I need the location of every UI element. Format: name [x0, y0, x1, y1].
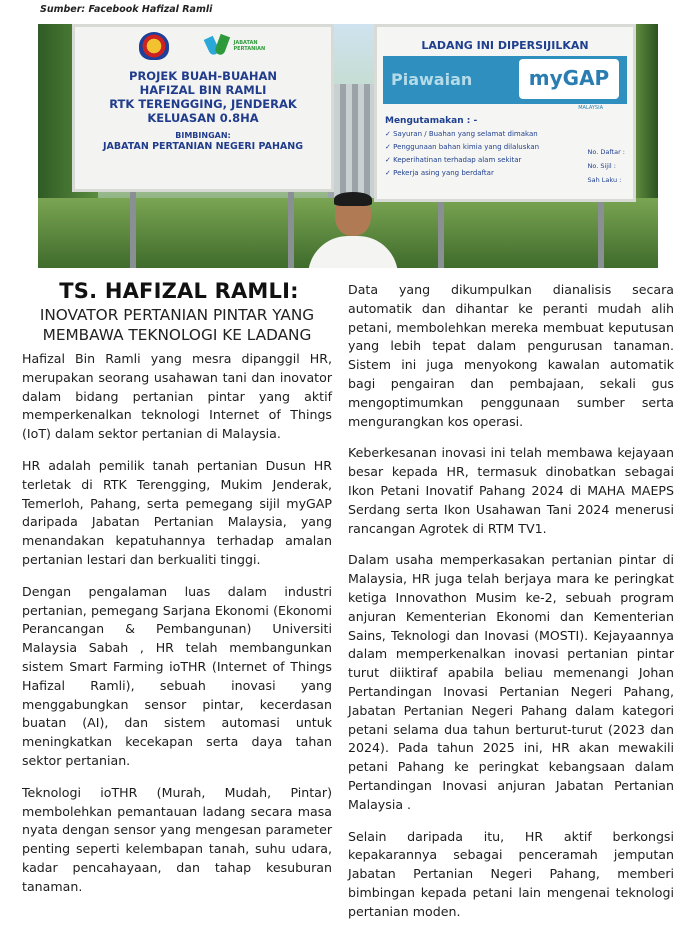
mygap-signboard [374, 24, 636, 202]
person-torso [308, 236, 398, 268]
mygap-sub: MALAYSIA [578, 105, 603, 111]
paragraph: Hafizal Bin Ramli yang mesra dipanggil HR, merupakan seorang usahawan tani dan inovator dalam bidang pertanian pintar yang aktif memperkenalkan teknologi Internet of Things (IoT) dalam sektor pertanian di Malaysia. [22, 351, 332, 442]
doa-logo-text: JABATAN PERTANIAN [233, 40, 266, 52]
malaysia-crest-icon [139, 32, 169, 60]
paragraph: Selain daripada itu, HR aktif berkongsi kepakarannya sebagai penceramah jemputan Jabatan Pertanian Negeri Pahang, memberi bimbingan kepada petani lain mengenai teknologi pertanian moden. [348, 828, 674, 919]
piawaian-text: Piawaian [391, 70, 473, 89]
certificate-fields [588, 145, 625, 187]
mygap-brand: myGAP [528, 66, 610, 90]
project-signboard [72, 24, 334, 192]
priority-item: ✓ Penggunaan bahan kimia yang dilaluskan [385, 143, 540, 151]
certified-header: LADANG INI DIPERSIJILKAN [421, 39, 589, 52]
headline-subtitle [14, 305, 340, 345]
paragraph: HR adalah pemilik tanah pertanian Dusun HR terletak di RTK Terengging, Mukim Jenderak, Temerloh, Pahang, serta pemegang sijil myGAP daripada Jabatan Pertanian Malaysia, yang menandakan kepatuhannya terhadap amalan pertanian lestari dan berkualiti tinggi. [22, 457, 332, 567]
paragraph: Dalam usaha memperkasakan pertanian pintar di Malaysia, HR juga telah berjaya mara ke peringkat ketiga Innovathon Musim ke-2, sebuah program anjuran Kementerian Ekonomi dan Kementerian Sains, Teknologi dan Inovasi (MOSTI). Kejayaannya dalam memperkenalkan inovasi pertanian pintar turut diiktiraf apabila beliau memenangi Johan Pertandingan Inovasi Pertanian Negeri Pahang, Jabatan Pertanian Negeri Pahang dalam kategori petani selama dua tahun berturut-turut (2023 dan 2024). Pada tahun 2025 ini, HR akan mewakili petani Pahang ke peringkat kebangsaan dalam Pertandingan Inovasi anjuran Jabatan Pertanian Malaysia . [348, 552, 674, 812]
signboard-pole [598, 194, 604, 268]
doa-logo [205, 33, 268, 59]
mygap-band [383, 56, 627, 104]
field-no-sijil: No. Sijil : [587, 162, 616, 170]
source-credit: Sumber: Facebook Hafizal Ramli [40, 4, 213, 15]
priority-item: ✓ Sayuran / Buahan yang selamat dimakan [385, 130, 538, 138]
field-sah-laku: Sah Laku : [587, 176, 622, 184]
paragraph: Data yang dikumpulkan dianalisis secara automatik dan dihantar ke peranti mudah alih petani, membolehkan mereka membuat keputusan yang lebih tepat dalam pengurusan tanaman. Sistem ini juga menyokong kawalan automatik bagi pengairan dan pembajaan, sekali gus mengoptimumkan penggunaan sumber serta mengurangkan kos operasi. [348, 282, 674, 429]
paragraph: Keberkesanan inovasi ini telah membawa kejayaan besar kepada HR, termasuk dinobatkan sebagai Ikon Petani Inovatif Pahang 2024 di MAHA MAEPS Serdang serta Ikon Usahawan Tani 2024 menerusi rancangan Agrotek di RTM TV1. [348, 445, 674, 536]
field-no-daftar: No. Daftar : [587, 148, 625, 156]
project-line-3: RTK TERENGGING, JENDERAK [109, 97, 297, 111]
headline-subtitle-line-1: INOVATOR PERTANIAN PINTAR YANG [39, 306, 315, 324]
bimbingan-value: JABATAN PERTANIAN NEGERI PAHANG [102, 141, 303, 152]
paragraph: Teknologi ioTHR (Murah, Mudah, Pintar) membolehkan pemantauan ladang secara masa nyata dengan sensor yang mengesan parameter penting seperti kelembapan tanah, suhu udara, kadar pencahayaan, dan tahap kesuburan tanaman. [22, 784, 332, 894]
signboard-pole [288, 184, 294, 268]
headline-name: TS. HAFIZAL RAMLI: [59, 279, 299, 303]
left-column [22, 350, 332, 910]
signboard-pole [438, 194, 444, 268]
project-line-2: HAFIZAL BIN RAMLI [139, 83, 267, 97]
bimbingan-label: BIMBINGAN: [175, 131, 231, 140]
person-hafizal [308, 192, 398, 268]
jabatan-pertanian-logo-icon [205, 33, 231, 59]
priority-item: ✓ Keperihatinan terhadap alam sekitar [385, 156, 522, 164]
person-hair [334, 192, 372, 206]
priority-item: ✓ Pekerja asing yang berdaftar [385, 169, 494, 177]
project-line-4: KELUASAN 0.8HA [147, 111, 259, 125]
paragraph: Dengan pengalaman luas dalam industri pertanian, pemegang Sarjana Ekonomi (Ekonomi Perancangan & Pembangunan) Universiti Malaysia Sabah , HR telah membangunkan sistem Smart Farming ioTHR (Internet of Things Hafizal Ramli), sebuah inovasi yang menggabungkan sensor pintar, kecerdasan buatan (AI), dan sistem automasi untuk meningkatkan kecekapan serta daya tahan sektor pertanian. [22, 583, 332, 768]
signboard-logos [75, 31, 331, 61]
signboard-pole [130, 184, 136, 268]
project-line-1: PROJEK BUAH-BUAHAN [129, 69, 277, 83]
priorities-title: Mengutamakan : - [385, 116, 478, 126]
mygap-logo [519, 59, 619, 99]
project-title [75, 69, 331, 125]
headline-subtitle-line-2: MEMBAWA TEKNOLOGI KE LADANG [42, 326, 312, 344]
article-photo [38, 24, 658, 268]
right-column [348, 281, 674, 935]
